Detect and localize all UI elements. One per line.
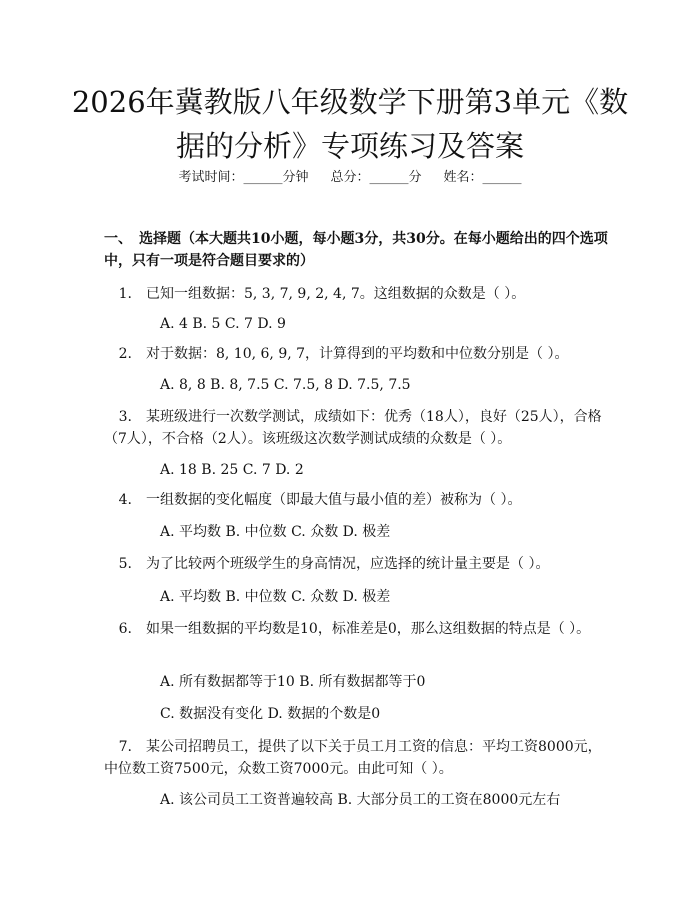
question-number: 5.	[118, 556, 132, 572]
question-3-options: A. 18 B. 25 C. 7 D. 2	[160, 462, 304, 478]
document-title: 2026年冀教版八年级数学下册第3单元《数据的分析》专项练习及答案	[71, 85, 629, 163]
question-text: 对于数据：8, 10, 6, 9, 7，计算得到的平均数和中位数分别是（ ）。	[146, 346, 569, 362]
question-6-options-row-1: A. 所有数据都等于10 B. 所有数据都等于0	[160, 674, 426, 690]
question-6-options-row-2: C. 数据没有变化 D. 数据的个数是0	[160, 706, 381, 722]
question-text: 已知一组数据：5, 3, 7, 9, 2, 4, 7。这组数据的众数是（ ）。	[146, 286, 526, 302]
question-1-options: A. 4 B. 5 C. 7 D. 9	[160, 316, 286, 332]
question-text: 一组数据的变化幅度（即最大值与最小值的差）被称为（ ）。	[146, 492, 522, 508]
question-7	[104, 736, 614, 780]
question-text: 为了比较两个班级学生的身高情况，应选择的统计量主要是（ ）。	[146, 556, 550, 572]
question-5-options: A. 平均数 B. 中位数 C. 众数 D. 极差	[160, 589, 391, 605]
exam-info	[0, 168, 700, 188]
question-1	[104, 283, 614, 305]
student-name-field: 姓名：______	[443, 170, 522, 185]
question-number: 4.	[118, 492, 132, 508]
question-7-options: A. 该公司员工工资普遍较高 B. 大部分员工的工资在8000元左右	[160, 792, 561, 808]
exam-time-field: 考试时间：______分钟	[178, 170, 309, 185]
question-4	[104, 489, 614, 511]
question-2	[104, 343, 614, 365]
question-number: 3.	[118, 409, 132, 425]
question-4-options: A. 平均数 B. 中位数 C. 众数 D. 极差	[160, 524, 391, 540]
question-3	[104, 406, 614, 450]
question-number: 2.	[118, 346, 132, 362]
question-5	[104, 553, 614, 575]
question-text: 如果一组数据的平均数是10，标准差是0，那么这组数据的特点是（ ）。	[146, 621, 591, 637]
question-text: 某公司招聘员工，提供了以下关于员工月工资的信息：平均工资8000元，中位数工资7500元，众数工资7000元。由此可知（ ）。	[104, 739, 602, 777]
section-heading: 一、 选择题（本大题共10小题，每小题3分，共30分。在每小题给出的四个选项中，只有一项是符合题目要求的）	[104, 231, 608, 269]
total-score-field: 总分：______分	[330, 170, 422, 185]
question-text: 某班级进行一次数学测试，成绩如下：优秀（18人），良好（25人），合格（7人），不合格（2人）。该班级这次数学测试成绩的众数是（ ）。	[104, 409, 602, 447]
question-number: 6.	[118, 621, 132, 637]
question-number: 1.	[118, 286, 132, 302]
question-number: 7.	[118, 739, 132, 755]
question-6	[104, 618, 614, 640]
question-2-options: A. 8, 8 B. 8, 7.5 C. 7.5, 8 D. 7.5, 7.5	[160, 377, 411, 393]
